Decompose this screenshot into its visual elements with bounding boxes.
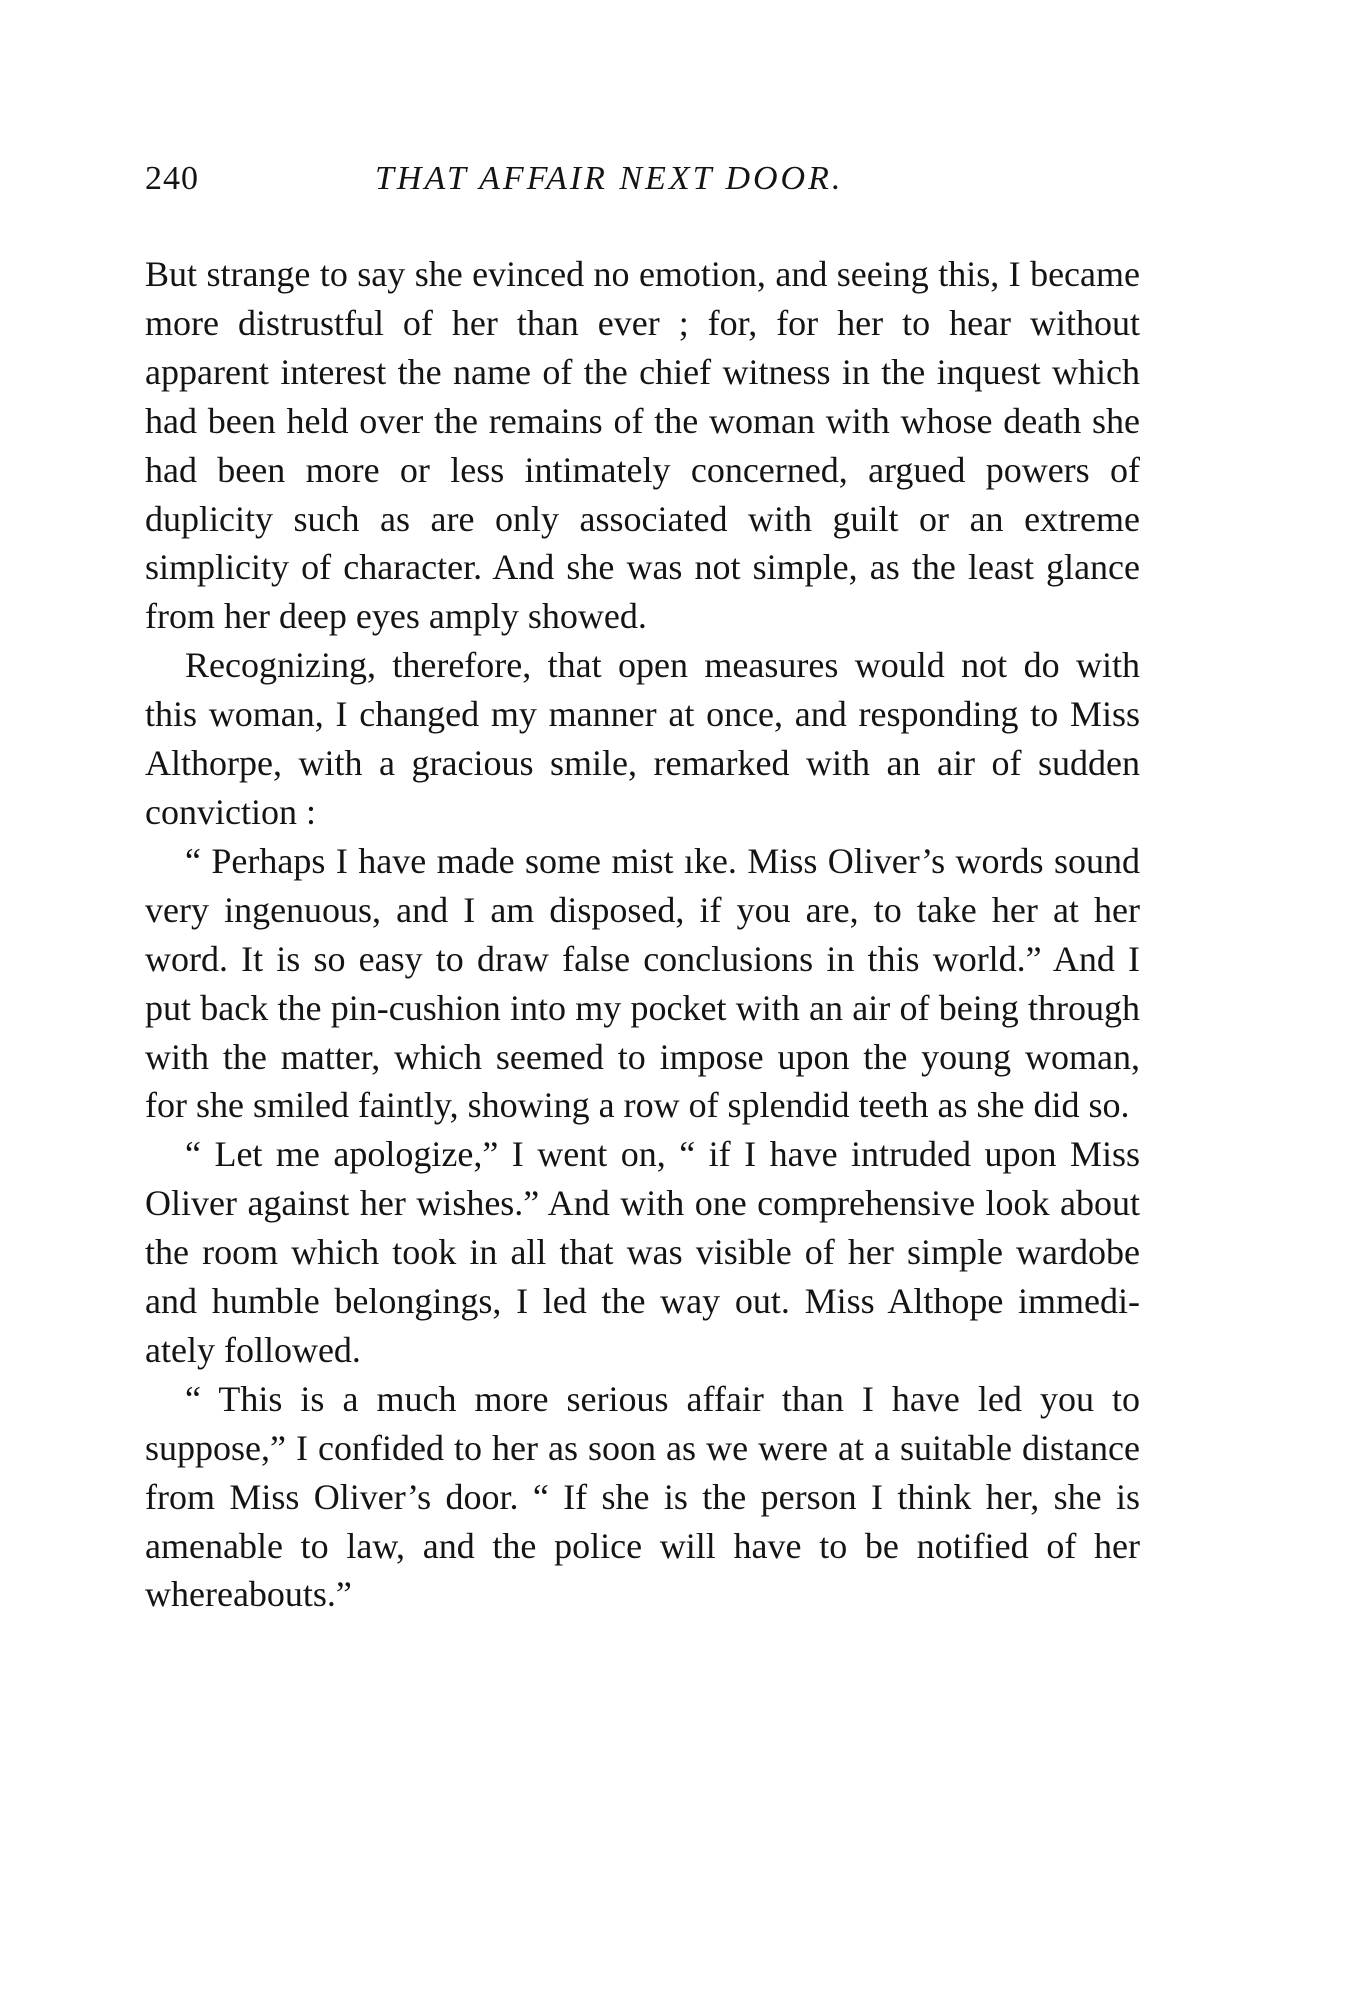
paragraph-1: But strange to say she evinced no emotion, and seeing this, I became more distrustful of her than ever ; for, for her to hear without apparent interest the name of the chief witness in the inquest which had been held over the remains of the woman with whose death she had been more or less intimately concerned, argued powers of duplicity such as are only associated with guilt or an extreme simplicity of character. And she was not simple, as the least glance from her deep eyes amply showed.	[145, 254, 1140, 637]
page-number: 240	[145, 160, 199, 197]
page-header	[145, 160, 1145, 220]
paragraph-3: “ Perhaps I have made some mist ıke. Miss Oliver’s words sound very ingenuous, and I am disposed, if you are, to take her at her word. It is so easy to draw false conclusions in this world.” And I put back the pin-cushion into my pocket with an air of being through with the matter, which seemed to impose upon the young woman, for she smiled faintly, showing a row of splendid teeth as she did so.	[145, 840, 1140, 1126]
running-title: THAT AFFAIR NEXT DOOR.	[375, 160, 844, 197]
paragraph-2: Recognizing, therefore, that open measures would not do with this woman, I changed my manner at once, and responding to Miss Althorpe, with a gracious smile, remarked with an air of sudden conviction :	[145, 645, 1140, 832]
paragraph-5: “ This is a much more serious affair than I have led you to suppose,” I confided to her as soon as we were at a suitable distance from Miss Oliver’s door. “ If she is the person I think her, she is amenable to law, and the police will have to be notified of her whereabouts.”	[145, 1378, 1140, 1615]
paragraph-4: “ Let me apologize,” I went on, “ if I have intruded upon Miss Oliver against her wishes.” And with one comprehensive look about the room which took in all that was visible of her simple wardobe and humble belongings, I led the way out. Miss Althope immedi-ately followed.	[145, 1134, 1140, 1370]
body-text	[145, 250, 1140, 1619]
